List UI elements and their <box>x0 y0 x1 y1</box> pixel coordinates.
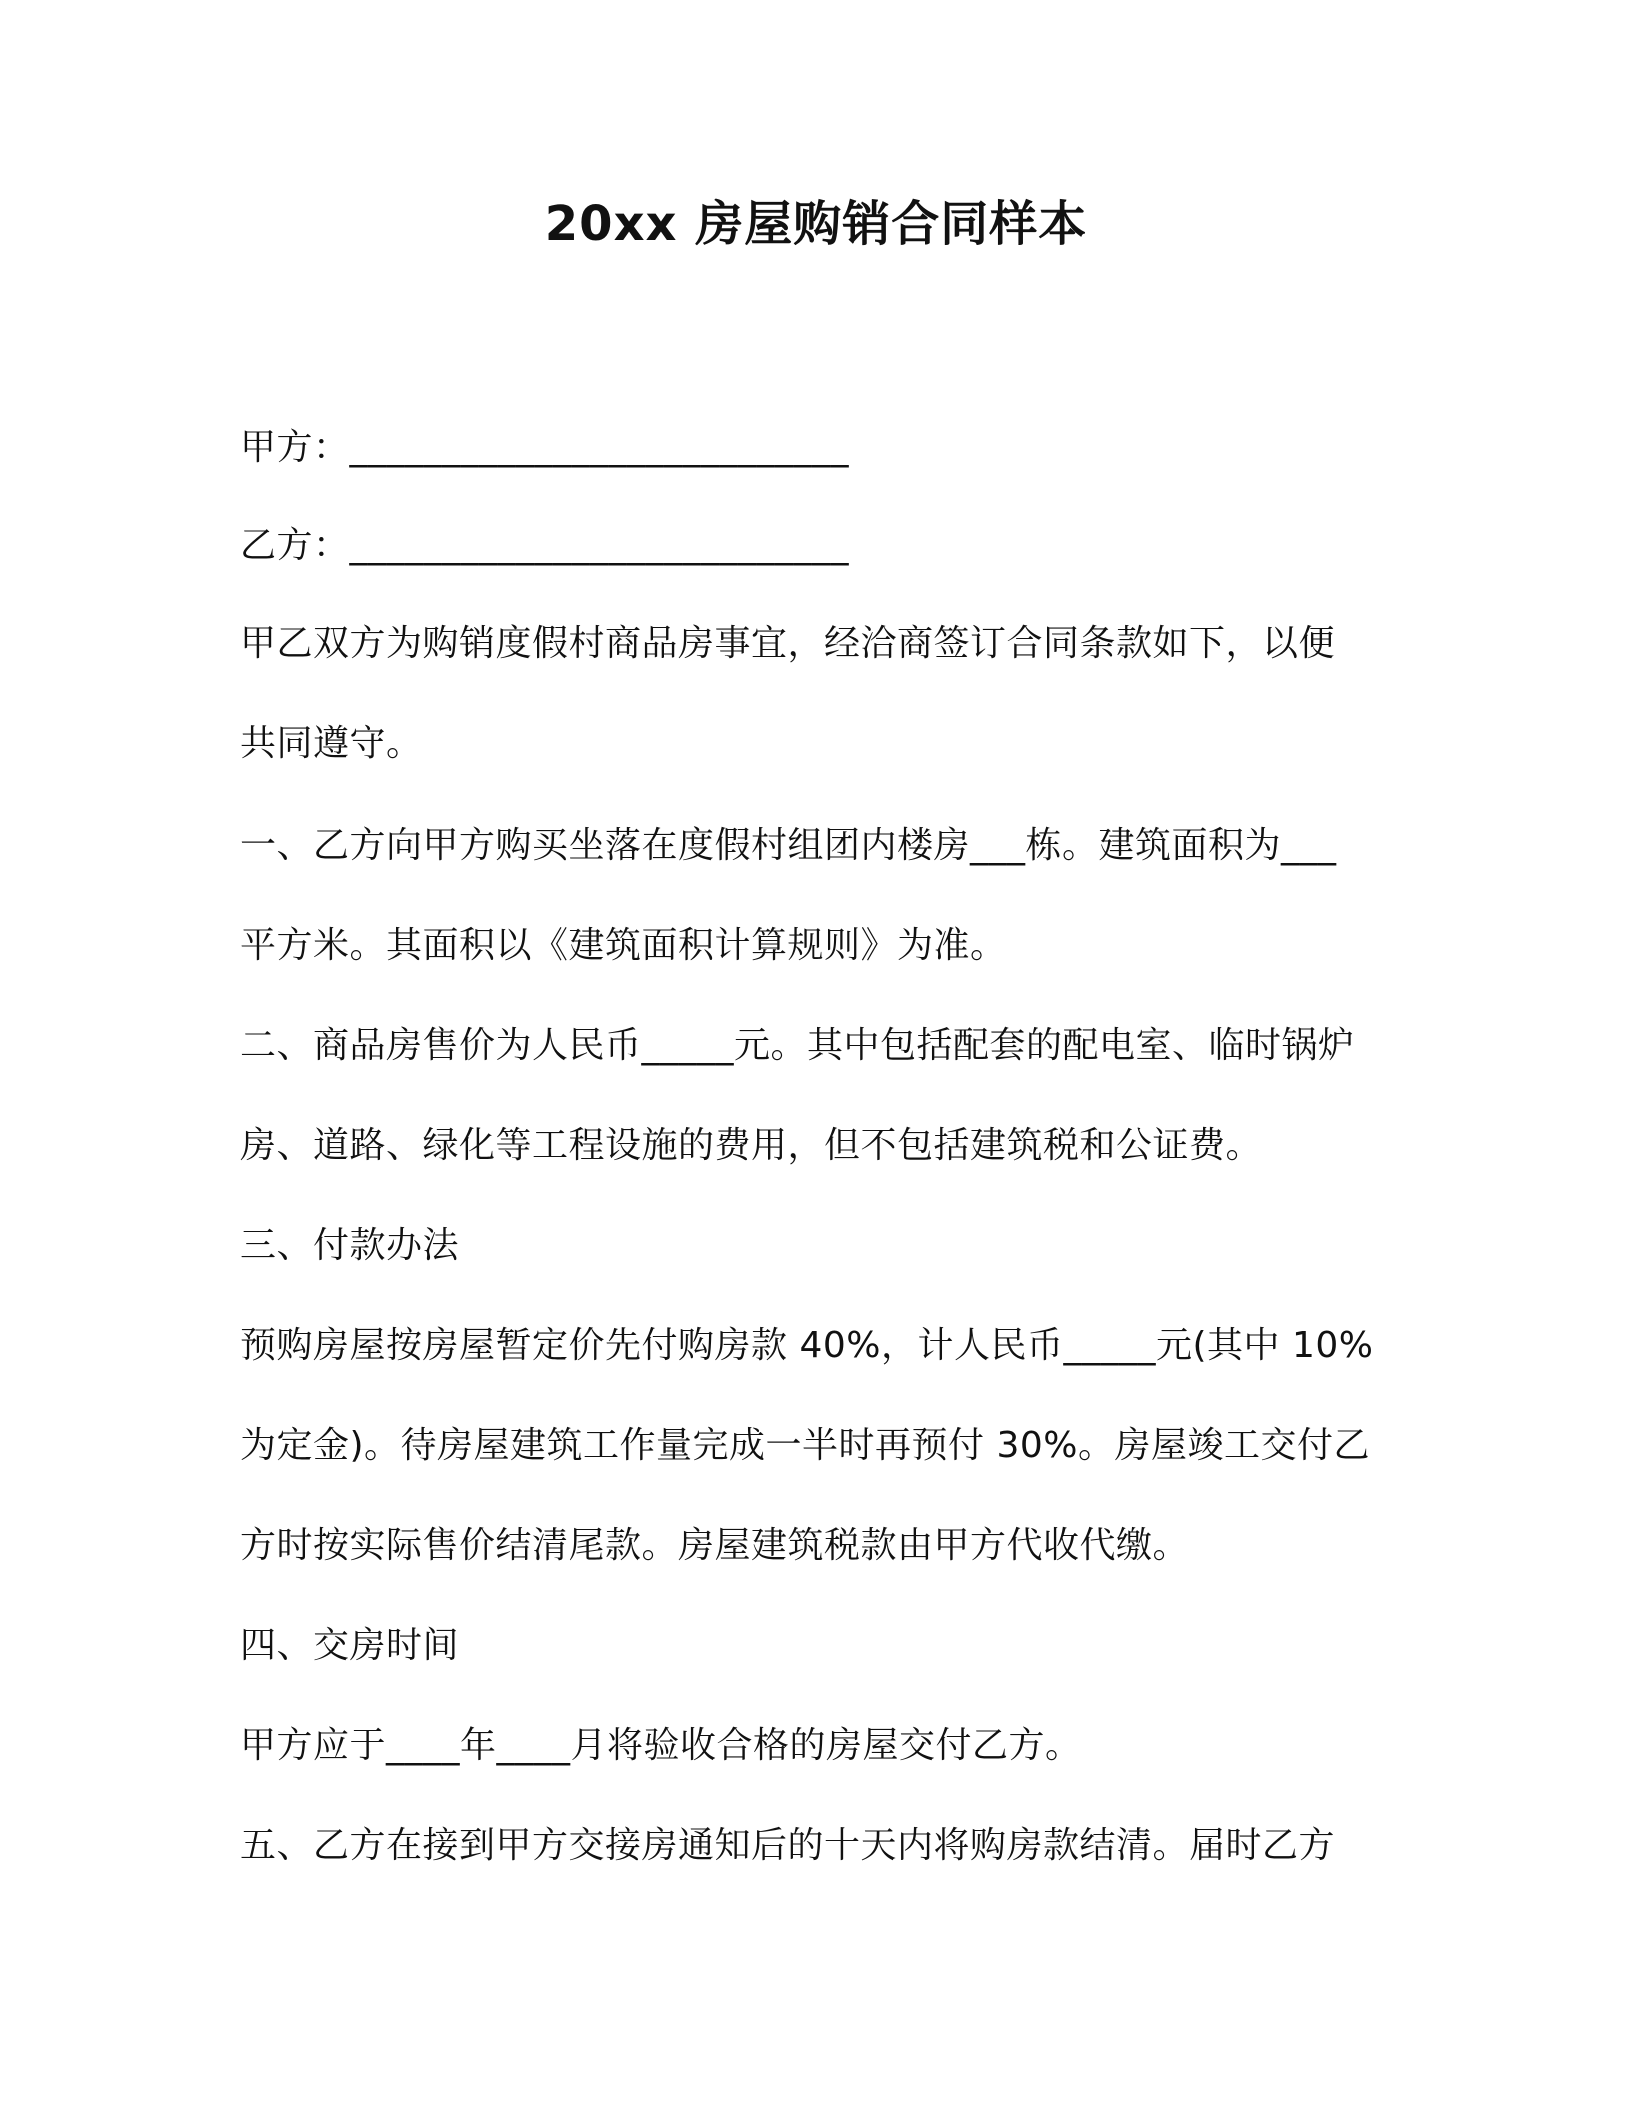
clause-2-line-2: 房、道路、绿化等工程设施的费用，但不包括建筑税和公证费。 <box>240 1125 1263 1166</box>
clause-1-line-2: 平方米。其面积以《建筑面积计算规则》为准。 <box>240 925 1007 966</box>
clause-4-line-1: 甲方应于____年____月将验收合格的房屋交付乙方。 <box>240 1725 1082 1766</box>
preamble-line-1: 甲乙双方为购销度假村商品房事宜，经洽商签订合同条款如下，以便 <box>240 623 1336 664</box>
clause-3-heading: 三、付款办法 <box>240 1225 460 1266</box>
clause-1-line-1: 一、乙方向甲方购买坐落在度假村组团内楼房___栋。建筑面积为___ <box>240 825 1337 866</box>
party-a-line: 甲方：___________________________ <box>240 427 850 468</box>
party-b-line: 乙方：___________________________ <box>240 525 850 566</box>
clause-4-heading: 四、交房时间 <box>240 1625 460 1666</box>
clause-3-line-1: 预购房屋按房屋暂定价先付购房款 40%，计人民币_____元(其中 10% <box>240 1325 1374 1366</box>
clause-2-line-1: 二、商品房售价为人民币_____元。其中包括配套的配电室、临时锅炉 <box>240 1025 1355 1066</box>
clause-3-line-3: 方时按实际售价结清尾款。房屋建筑税款由甲方代收代缴。 <box>240 1525 1190 1566</box>
clause-3-line-2: 为定金)。待房屋建筑工作量完成一半时再预付 30%。房屋竣工交付乙 <box>240 1425 1371 1466</box>
clause-5-line-1: 五、乙方在接到甲方交接房通知后的十天内将购房款结清。届时乙方 <box>240 1825 1336 1866</box>
preamble-line-2: 共同遵守。 <box>240 723 423 764</box>
document-title: 20xx 房屋购销合同样本 <box>544 196 1088 252</box>
